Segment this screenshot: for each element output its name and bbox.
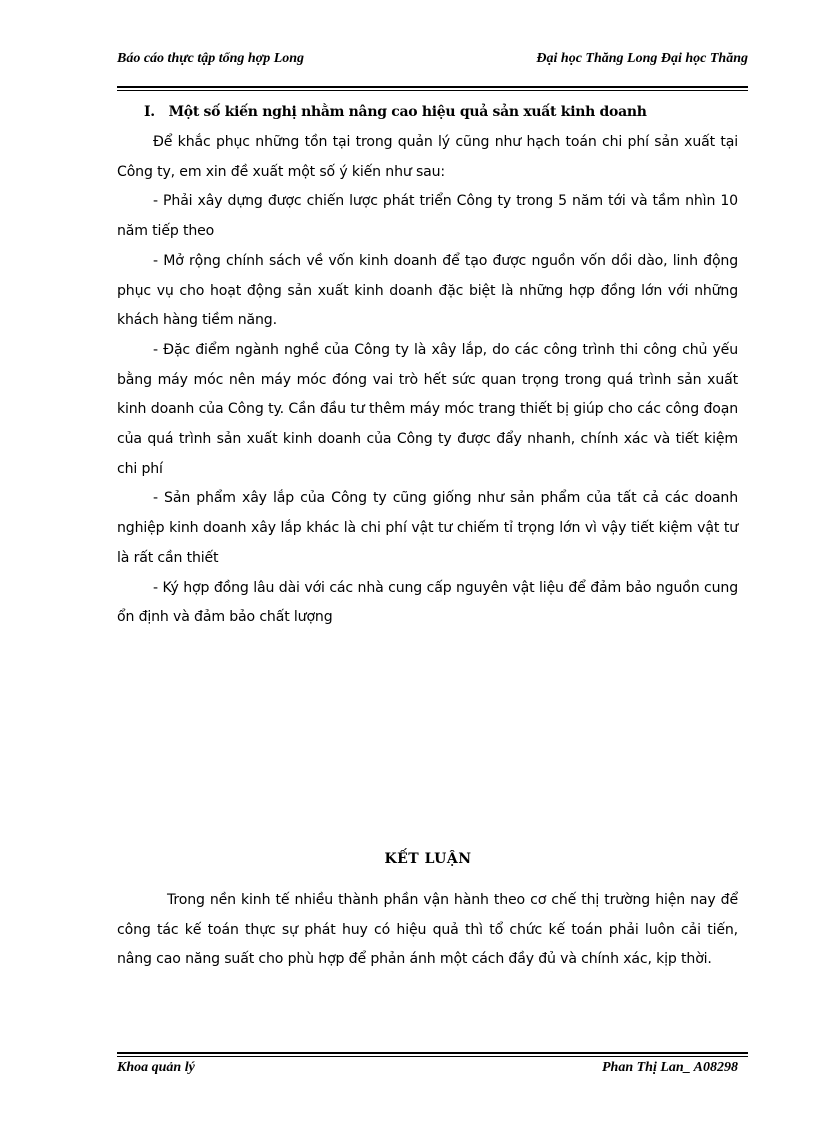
header-report-title: Báo cáo thực tập tổng hợp Long	[117, 51, 305, 66]
paragraph-intro: Để khắc phục những tồn tại trong quản lý cũng như hạch toán chi phí sản xuất tại Công ty, em xin đề xuất một số ý kiến như sau:	[117, 134, 738, 180]
section-title: Một số kiến nghị nhằm nâng cao hiệu quả sản xuất kinh doanh	[168, 104, 647, 120]
header-university: Đại học Thăng Long Đại học Thăng	[536, 51, 748, 66]
conclusion-title: KẾT LUẬN	[384, 851, 472, 867]
paragraph-suppliers: - Ký hợp đồng lâu dài với các nhà cung cấp nguyên vật liệu để đảm bảo nguồn cung ổn định và đảm bảo chất lượng	[117, 579, 738, 626]
section-heading	[144, 104, 647, 120]
conclusion-paragraph: Trong nền kinh tế nhiều thành phần vận hành theo cơ chế thị trường hiện nay để công tác kế toán thực sự phát huy có hiệu quả thì tổ chức kế toán phải luôn cải tiến, nâng cao năng suất cho phù hợp để phản ánh một cách đầy đủ và chính xác, kịp thời.	[117, 892, 738, 968]
paragraph-materials: - Sản phẩm xây lắp của Công ty cũng giống như sản phẩm của tất cả các doanh nghiệp kinh doanh xây lắp khác là chi phí vật tư chiếm tỉ trọng lớn vì vậy tiết kiệm vật tư là rất cần thiết	[117, 490, 738, 566]
footer-author: Phan Thị Lan_ A08298	[601, 1060, 738, 1075]
footer-rule-thin	[117, 1056, 748, 1057]
conclusion-body	[117, 886, 738, 975]
section-number: I.	[144, 104, 155, 120]
page-header	[117, 50, 748, 84]
paragraph-machinery: - Đặc điểm ngành nghề của Công ty là xây lắp, do các công trình thi công chủ yếu bằng máy móc nên máy móc đóng vai trò hết sức quan trọng trong quá trình sản xuất kinh doanh của Công ty. Cần đầu tư thêm máy móc trang thiết bị giúp cho các công đoạn của quá trình sản xuất kinh doanh của Công ty được đẩy nhanh, chính xác và tiết kiệm chi phí	[117, 341, 738, 477]
section-body	[117, 128, 738, 633]
header-rule-thick	[117, 86, 748, 88]
footer-department: Khoa quản lý	[117, 1060, 195, 1075]
paragraph-capital: - Mở rộng chính sách về vốn kinh doanh để tạo được nguồn vốn dồi dào, linh động phục vụ cho hoạt động sản xuất kinh doanh đặc biệt là những hợp đồng lớn với những khách hàng tiềm năng.	[117, 252, 738, 329]
footer-rule-thick	[117, 1052, 748, 1054]
paragraph-strategy: - Phải xây dựng được chiến lược phát triển Công ty trong 5 năm tới và tầm nhìn 10 năm tiếp theo	[117, 193, 738, 240]
header-rule-thin	[117, 90, 748, 91]
